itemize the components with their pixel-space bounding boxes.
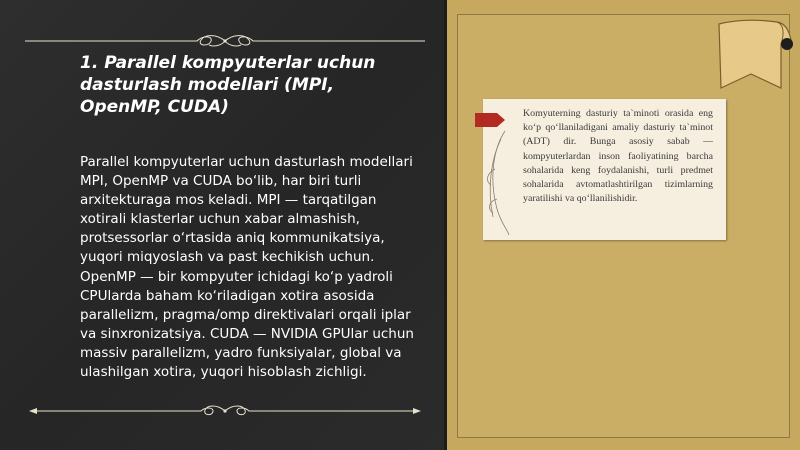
red-arrow-tab-icon [475, 113, 505, 127]
note-text: Komyuterning dasturiy ta`minoti orasida eng ko‘p qo‘llaniladigani amaliy dasturiy ta`minot (ADT) dir. Bunga asosiy sabab — kompyuterlardan inson faoliyatining barcha sohalarida keng foydalanishi, turli predmet sohalarida avtomatlashtirilgan tizimlarning yaratilishi va qo‘llanilishidir. [523, 108, 713, 205]
top-scroll-ornament-icon [25, 33, 425, 49]
note-card [475, 99, 726, 240]
slide-body-text: Parallel kompyuterlar uchun dasturlash modellari MPI, OpenMP va CUDA bo‘lib, har biri turli arxitekturaga mos keladi. MPI — tarqatilgan xotirali klasterlar uchun xabar almashish, protsessorlar o‘rtasida aniq kommunikatsiya, yuqori miqyoslash va past kechikish uchun. OpenMP — bir kompyuter ichidagi ko‘p yadroli CPUlarda baham ko‘riladigan xotira asosida parallelizm, pragma/omp direktivalari orqali iplar va sinxronizatsiya. CUDA — NVIDIA GPUlar uchun massiv parallelizm, yadro funksiyalar, global va ulashilgan xotira, yuqori hisoblash zichligi. [80, 154, 414, 381]
slide-title: 1. Parallel kompyuterlar uchun dasturlash modellari (MPI, OpenMP, CUDA) [80, 53, 376, 117]
paper-swirl-icon [483, 129, 513, 237]
bookmark-ribbon-icon [715, 18, 795, 98]
bottom-scroll-ornament-icon [25, 403, 425, 419]
